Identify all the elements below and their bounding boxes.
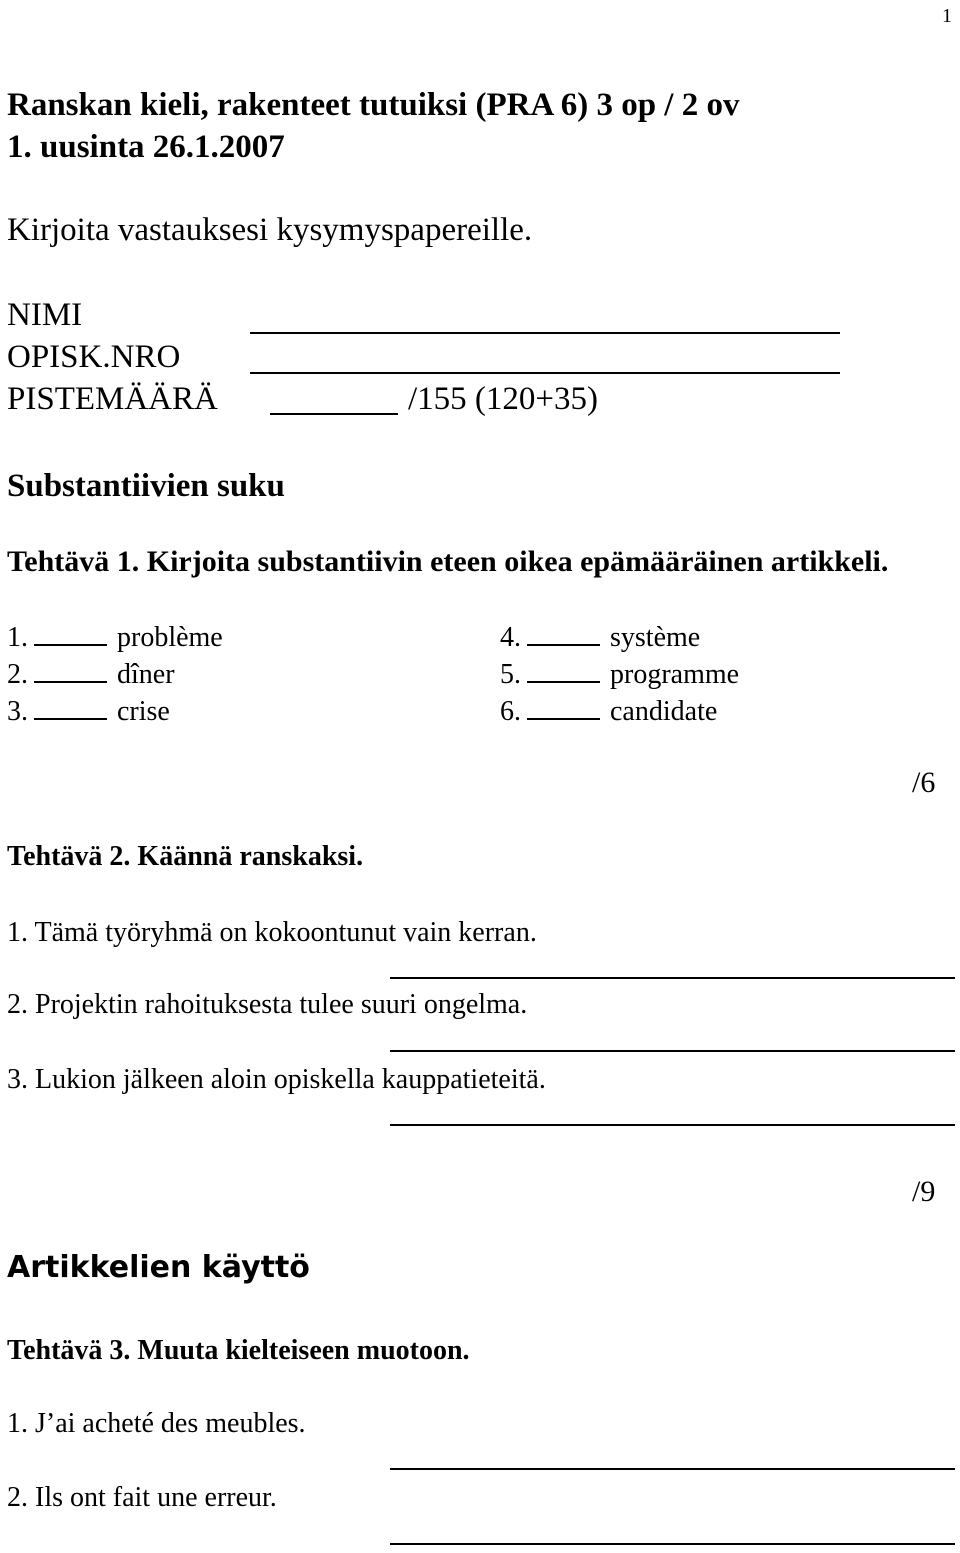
score-field[interactable] (270, 413, 398, 415)
task1-item-6 (500, 696, 717, 726)
answer-line-3[interactable] (390, 1124, 955, 1126)
student-number-label: OPISK.NRO (7, 339, 181, 375)
name-field[interactable] (250, 332, 840, 334)
task3-sentence-1: 1. J’ai acheté des meubles. (7, 1408, 306, 1439)
item-number: 1. (7, 622, 28, 653)
task1-title: Tehtävä 1. Kirjoita substantiivin eteen oikea epämääräinen artikkeli. (7, 545, 889, 578)
instruction-text: Kirjoita vastauksesi kysymyspapereille. (7, 212, 533, 248)
article-blank[interactable] (527, 622, 600, 646)
article-blank[interactable] (34, 659, 107, 683)
item-number: 6. (500, 696, 521, 727)
task1-item-5 (500, 659, 739, 689)
page-number: 1 (942, 5, 952, 27)
task2-sentence-2: 2. Projektin rahoituksesta tulee suuri ongelma. (7, 989, 528, 1020)
task1-item-2 (7, 659, 175, 689)
article-blank[interactable] (34, 622, 107, 646)
item-word: crise (117, 696, 170, 727)
item-number: 2. (7, 659, 28, 690)
item-word: problème (117, 622, 223, 653)
item-word: candidate (610, 696, 718, 727)
task2-title: Tehtävä 2. Käännä ranskaksi. (7, 841, 364, 872)
answer-line-1[interactable] (390, 977, 955, 979)
item-number: 5. (500, 659, 521, 690)
name-label: NIMI (7, 297, 83, 333)
article-blank[interactable] (527, 696, 600, 720)
score-total: /155 (120+35) (408, 381, 599, 417)
item-number: 3. (7, 696, 28, 727)
task1-item-1 (7, 622, 223, 652)
article-blank[interactable] (34, 696, 107, 720)
task3-sentence-2: 2. Ils ont fait une erreur. (7, 1482, 277, 1513)
item-word: programme (610, 659, 740, 690)
item-word: système (610, 622, 701, 653)
task2-sentence-3: 3. Lukion jälkeen aloin opiskella kauppatieteitä. (7, 1064, 546, 1095)
answer-line-5[interactable] (390, 1543, 955, 1545)
section-heading-articles: Artikkelien käyttö (7, 1250, 310, 1285)
section-heading-gender: Substantiivien suku (7, 468, 285, 504)
answer-line-2[interactable] (390, 1050, 955, 1052)
document-title: Ranskan kieli, rakenteet tutuiksi (PRA 6) 3 op / 2 ov (7, 87, 740, 123)
task1-item-4 (500, 622, 700, 652)
answer-line-4[interactable] (390, 1468, 955, 1470)
student-number-field[interactable] (250, 372, 840, 374)
item-word: dîner (117, 659, 175, 690)
task2-points: /9 (912, 1175, 936, 1208)
article-blank[interactable] (527, 659, 600, 683)
task3-title: Tehtävä 3. Muuta kielteiseen muotoon. (7, 1335, 470, 1366)
task1-points: /6 (912, 766, 936, 799)
task2-sentence-1: 1. Tämä työryhmä on kokoontunut vain kerran. (7, 917, 537, 948)
document-subtitle: 1. uusinta 26.1.2007 (7, 129, 285, 165)
item-number: 4. (500, 622, 521, 653)
task1-item-3 (7, 696, 170, 726)
score-label: PISTEMÄÄRÄ (7, 381, 218, 417)
